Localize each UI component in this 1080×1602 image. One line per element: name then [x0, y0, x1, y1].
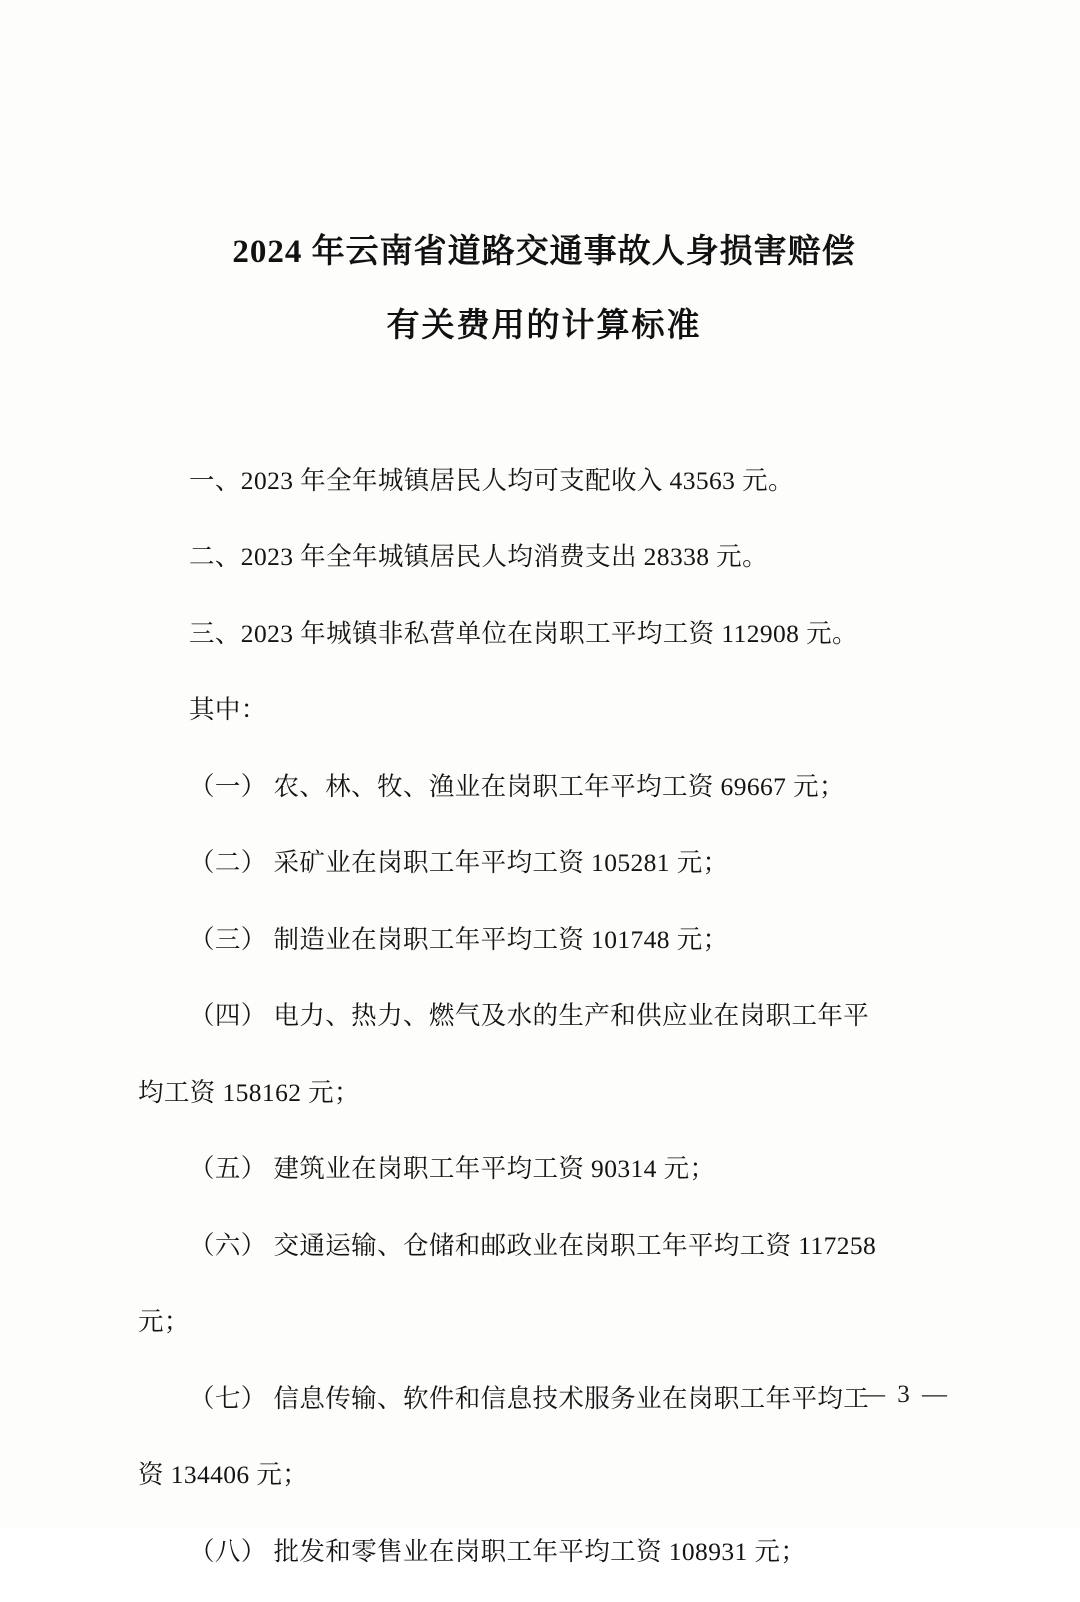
paragraph-sub-6: （六） 交通运输、仓储和邮政业在岗职工年平均工资 117258: [189, 1230, 877, 1260]
paragraph-sub-8: （八） 批发和零售业在岗职工年平均工资 108931 元；: [189, 1536, 807, 1566]
page-title-line-2: 有关费用的计算标准: [386, 308, 702, 344]
paragraph-sub-4: （四） 电力、热力、燃气及水的生产和供应业在岗职工年平: [189, 1001, 870, 1030]
page-title: [138, 215, 950, 363]
title-body-spacer: [138, 363, 950, 429]
paragraph-sub-1: （一） 农、林、牧、渔业在岗职工年平均工资 69667 元；: [189, 771, 845, 801]
paragraph-sub-6-continuation: 元；: [138, 1307, 190, 1336]
paragraph-sub-2: （二） 采矿业在岗职工年平均工资 105281 元；: [189, 848, 729, 877]
document-body: [138, 215, 950, 1602]
paragraph-sub-7: （七） 信息传输、软件和信息技术服务业在岗职工年平均工: [189, 1383, 870, 1413]
paragraph-sub-3: （三） 制造业在岗职工年平均工资 101748 元；: [189, 924, 729, 954]
page-title-line-1: 2024 年云南省道路交通事故人身损害赔偿: [232, 234, 856, 270]
paragraph-sub-4-continuation: 均工资 158162 元；: [138, 1077, 360, 1107]
paragraph-item-1: 一、2023 年全年城镇居民人均可支配收入 43563 元。: [189, 465, 794, 495]
paragraph-item-2: 二、2023 年全年城镇居民人均消费支出 28338 元。: [189, 542, 768, 571]
paragraph-sub-5: （五） 建筑业在岗职工年平均工资 90314 元；: [189, 1154, 716, 1183]
paragraph-among-which: 其中：: [189, 695, 267, 724]
page-number: — 3 —: [860, 1381, 950, 1408]
paragraph-item-3: 三、2023 年城镇非私营单位在岗职工平均工资 112908 元。: [189, 618, 858, 648]
paragraph-sub-7-continuation: 资 134406 元；: [138, 1460, 309, 1489]
